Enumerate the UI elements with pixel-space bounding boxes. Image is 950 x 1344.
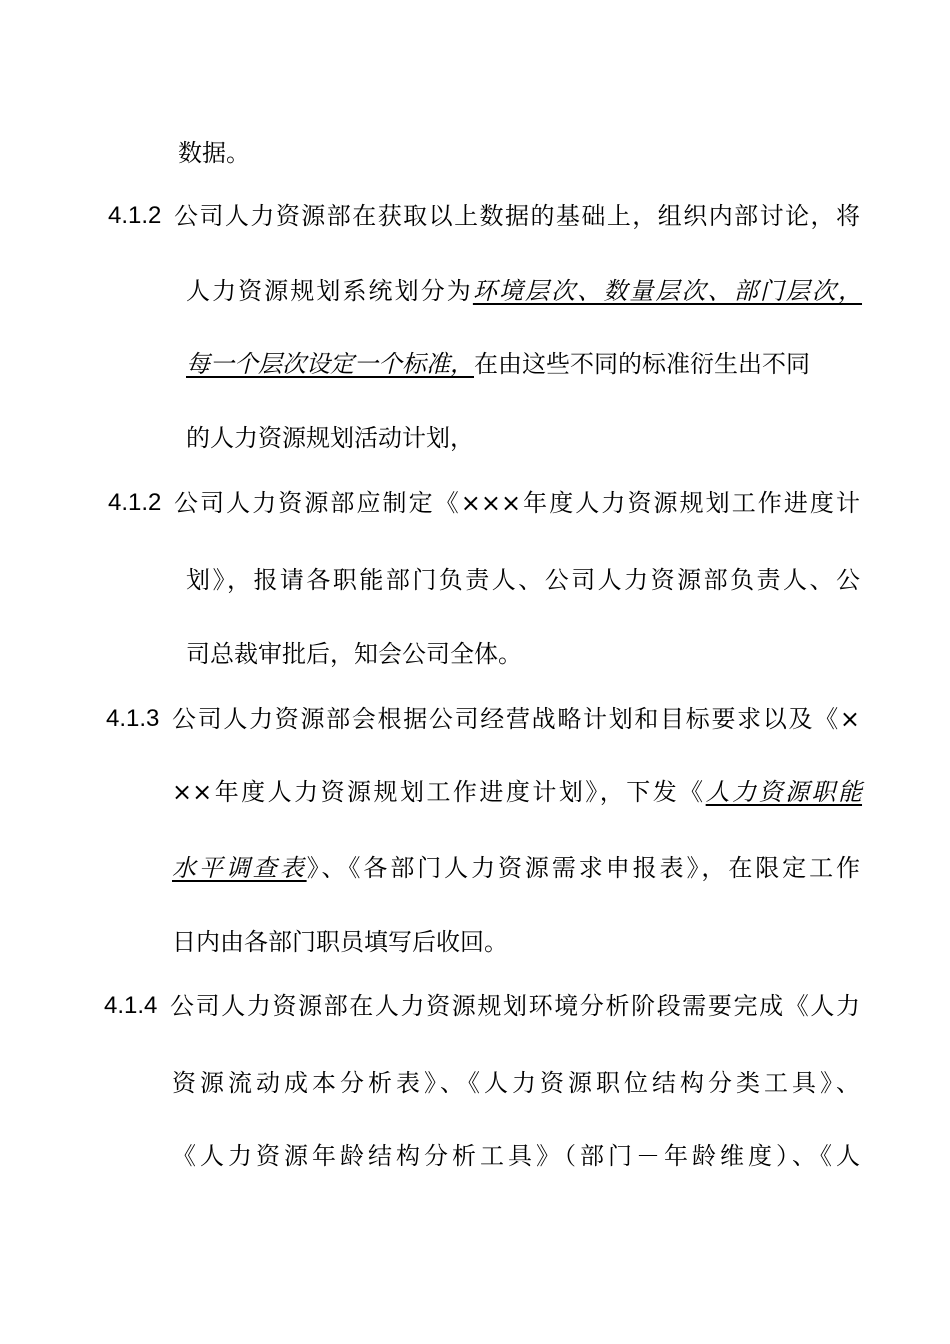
text: 人力资源规划系统划分为 — [186, 277, 473, 305]
p3-line1 — [172, 703, 860, 735]
text: 公司人力资源部会根据公司经营战略计划和目标要求以及《× — [172, 705, 860, 733]
section-number: 4.1.4 — [104, 992, 158, 1019]
text: 公司人力资源部在人力资源规划环境分析阶段需要完成《人力 — [170, 992, 860, 1020]
text: 《人力资源年龄结构分析工具》（部门－年龄维度）、《人 — [172, 1142, 860, 1170]
section-number: 4.1.3 — [106, 705, 160, 732]
p4-line2 — [172, 1067, 860, 1099]
p3-line3 — [172, 852, 860, 884]
emphasized-text: 水平调查表 — [172, 854, 307, 882]
p1-line2 — [186, 275, 862, 307]
p1-number — [108, 200, 161, 232]
emphasized-text: 人力资源职能 — [705, 778, 863, 806]
text: 资源流动成本分析表》、《人力资源职位结构分类工具》、 — [172, 1069, 860, 1097]
p1-line4 — [186, 422, 474, 454]
text: 公司人力资源部应制定《×××年度人力资源规划工作进度计 — [174, 489, 860, 517]
p0-line1 — [178, 137, 250, 169]
text: 划》，报请各职能部门负责人、公司人力资源部负责人、公 — [186, 566, 860, 594]
emphasized-text: 环境层次、数量层次、部门层次， — [472, 277, 863, 305]
emphasized-text: 每一个层次设定一个标准， — [186, 350, 474, 378]
p4-line1 — [170, 990, 860, 1022]
text: 司总裁审批后，知会公司全体。 — [186, 640, 522, 668]
text: 公司人力资源部在获取以上数据的基础上，组织内部讨论，将 — [174, 202, 860, 230]
text: 日内由各部门职员填写后收回。 — [172, 928, 508, 956]
p3-line2 — [172, 776, 862, 808]
p4-number — [104, 990, 157, 1022]
text: 》、《各部门人力资源需求申报表》，在限定工作 — [306, 854, 861, 882]
p2-line1 — [174, 487, 860, 519]
text: ××年度人力资源规划工作进度计划》，下发《 — [172, 778, 706, 806]
text: 的人力资源规划活动计划， — [186, 424, 474, 452]
p1-line3 — [186, 348, 810, 380]
section-number: 4.1.2 — [108, 202, 162, 229]
p3-number — [106, 703, 159, 735]
p4-line3 — [172, 1140, 860, 1172]
text: 在由这些不同的标准衍生出不同 — [474, 350, 810, 378]
p1-line1 — [174, 200, 860, 232]
text: 数据。 — [178, 139, 250, 167]
p2-number — [108, 487, 161, 519]
section-number: 4.1.2 — [108, 489, 162, 516]
p2-line3 — [186, 638, 522, 670]
p2-line2 — [186, 564, 860, 596]
p3-line4 — [172, 926, 508, 958]
